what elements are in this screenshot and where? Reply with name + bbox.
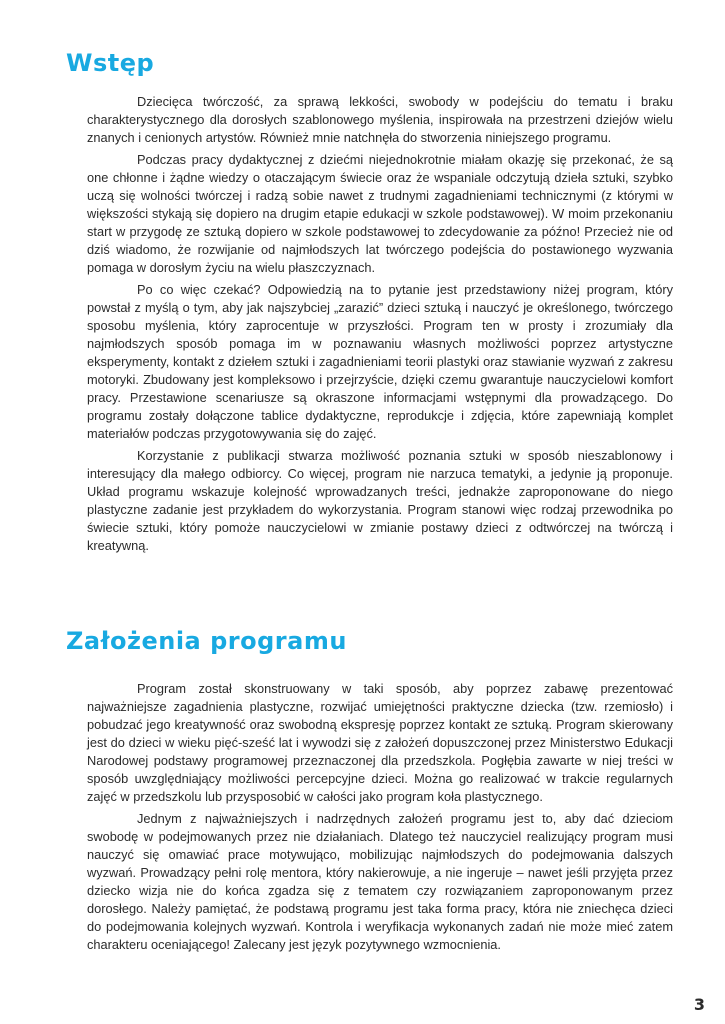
section-heading-zalozenia: Założenia programu [66, 627, 347, 655]
section-body-wstep [87, 93, 673, 559]
paragraph: Korzystanie z publikacji stwarza możliwość poznania sztuki w sposób nieszablonowy i interesujący dla małego odbiorcy. Co więcej, program nie narzuca tematyki, a jedynie ją proponuje. Układ programu wskazuje kolejność wprowadzanych treści, jednakże zaproponowane do niego plastyczne zadanie jest przykładem do wykorzystania. Program stanowi więc rodzaj przewodnika po świecie sztuki, który pomoże nauczycielowi w zmianie postawy dzieci z odtwórczej na twórczą i kreatywną. [87, 448, 673, 553]
section-heading-wstep: Wstęp [66, 49, 155, 77]
paragraph: Jednym z najważniejszych i nadrzędnych założeń programu jest to, aby dać dzieciom swobodę w podejmowanych przez nie działaniach. Dlatego też nauczyciel realizujący program musi nauczyć się omawiać prace motywująco, mobilizując najmłodszych do podejmowania dalszych wyzwań. Prowadzący pełni rolę mentora, który nakierowuje, a nie ingeruje – nawet jeśli przyjęta przez dziecko wizja nie do końca zgadza się z tematem czy rozwiązaniem zaproponowanym przez dorosłego. Należy pamiętać, że podstawą programu jest taka forma pracy, która nie zniechęca dzieci do podejmowania kolejnych wyzwań. Kontrola i weryfikacja wykonanych zadań nie może mieć zatem charakteru oceniającego! Zalecany jest język pozytywnego wzmocnienia. [87, 811, 673, 952]
paragraph: Dziecięca twórczość, za sprawą lekkości, swobody w podejściu do tematu i braku charakterystycznego dla dorosłych szablonowego myślenia, inspirowała na przestrzeni dziejów wielu znanych i cenionych artystów. Również mnie natchnęła do stworzenia niniejszego programu. [87, 94, 673, 145]
paragraph: Podczas pracy dydaktycznej z dziećmi niejednokrotnie miałam okazję się przekonać, że są one chłonne i żądne wiedzy o otaczającym świecie oraz że wspaniale odczytują dzieła sztuki, szybko uczą się wolności twórczej i radzą sobie nawet z trudnymi zagadnieniami technicznymi (z którymi w większości stykają się dopiero na drugim etapie edukacji w szkole podstawowej). W moim przekonaniu start w przygodę ze sztuką dopiero w szkole podstawowej to zdecydowanie za późno! Przecież nie od dziś wiadomo, że rozwijanie od najmłodszych lat twórczego podejścia do postawionego wyzwania pomaga w dorosłym życiu na wielu płaszczyznach. [87, 152, 673, 275]
page-number: 3 [693, 995, 705, 1014]
paragraph: Po co więc czekać? Odpowiedzią na to pytanie jest przedstawiony niżej program, który powstał z myślą o tym, aby jak najszybciej „zarazić” dzieci sztuką i nauczyć je określonego, twórczego sposobu myślenia, który zaprocentuje w przyszłości. Program ten w prosty i zrozumiały dla najmłodszych sposób pomaga im w poznawaniu własnych możliwości poprzez artystyczne eksperymenty, kontakt z dziełem sztuki i zagadnieniami teorii plastyki oraz stawianie wyzwań z zakresu motoryki. Zbudowany jest kompleksowo i przejrzyście, dzięki czemu gwarantuje nauczycielowi komfort pracy. Przestawione scenariusze są okraszone informacjami wstępnymi dla prowadzącego. Do programu zostały dołączone tablice dydaktyczne, reprodukcje i zdjęcia, które zapewniają komplet materiałów podczas przygotowywania się do zajęć. [87, 282, 673, 441]
section-body-zalozenia [87, 680, 673, 958]
paragraph: Program został skonstruowany w taki sposób, aby poprzez zabawę prezentować najważniejsze zagadnienia plastyczne, rozwijać umiejętności praktyczne dziecka (tzw. rzemiosło) i pobudzać jego kreatywność oraz swobodną ekspresję poprzez kontakt ze sztuką. Program skierowany jest do dzieci w wieku pięć-sześć lat i wywodzi się z założeń dopuszczonej przez Ministerstwo Edukacji Narodowej podstawy programowej przeznaczonej dla przedszkola. Pogłębia zawarte w niej treści w sposób uwzględniający możliwości percepcyjne dzieci. Można go realizować w trakcie regularnych zajęć w przedszkolu lub przysposobić w całości jako program koła plastycznego. [87, 681, 673, 804]
